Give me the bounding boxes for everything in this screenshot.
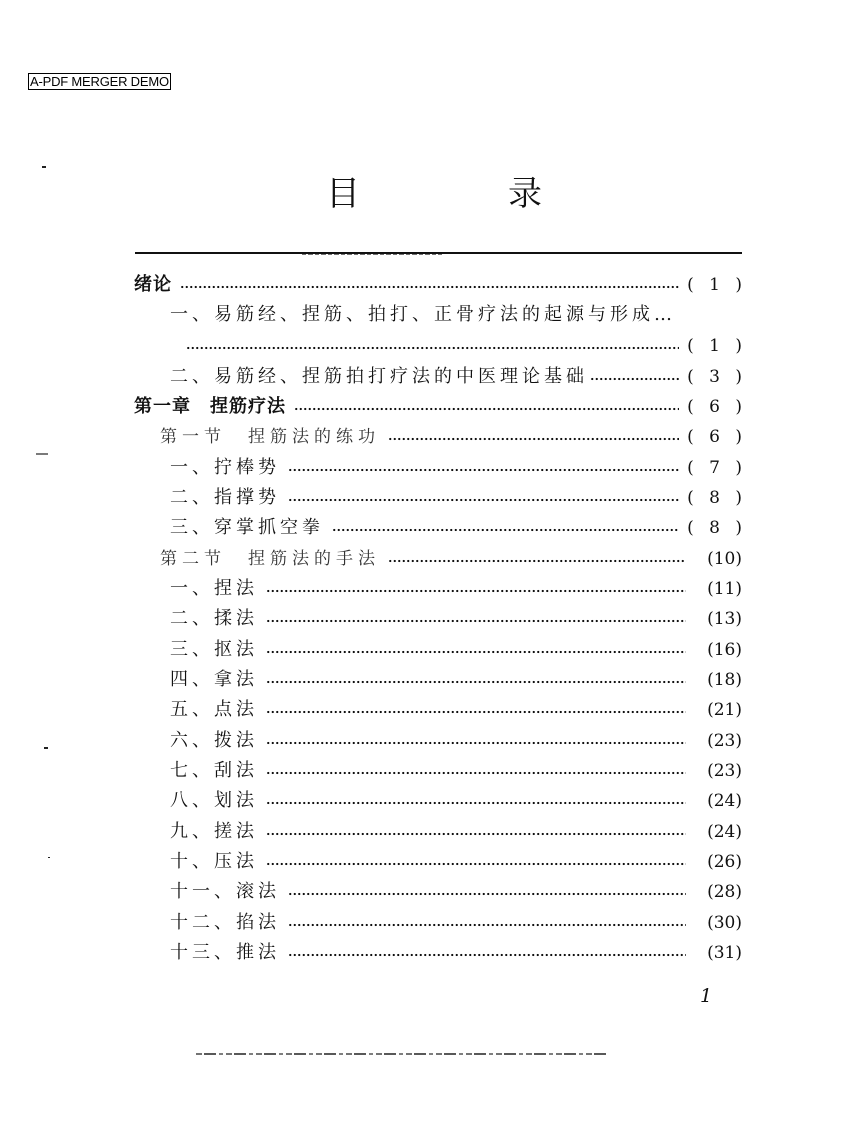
toc-entry-page: (31) — [707, 943, 742, 963]
dot-leader — [266, 847, 686, 877]
dot-leader — [590, 362, 679, 392]
toc-entry-page: (24) — [707, 791, 742, 811]
toc-entry-label: 七、刮法 — [170, 760, 258, 781]
toc-entry-page: (13) — [707, 609, 742, 629]
divider-scan-noise — [302, 254, 442, 255]
dot-leader — [266, 574, 686, 604]
toc-entry-page: ( 8 ) — [687, 488, 747, 508]
scan-speck — [44, 747, 48, 749]
toc-entry-item[interactable] — [170, 453, 747, 483]
toc-entry-item[interactable] — [170, 635, 742, 665]
dot-leader — [294, 392, 679, 422]
toc-entry-label: 四、拿法 — [170, 669, 258, 690]
toc-entry-label: 一、拧棒势 — [170, 457, 280, 478]
toc-entry-origins[interactable] — [170, 300, 676, 330]
dot-leader — [186, 331, 679, 361]
title-char-lu: 录 — [508, 174, 542, 214]
dot-leader — [288, 938, 686, 968]
toc-entry-item[interactable] — [170, 574, 742, 604]
toc-entry-page: ( 3 ) — [687, 367, 747, 387]
toc-entry-item[interactable] — [170, 665, 742, 695]
toc-entry-page: (26) — [707, 852, 742, 872]
toc-entry-item[interactable] — [170, 847, 742, 877]
toc-entry-label: 十、压法 — [170, 851, 258, 872]
dot-leader — [266, 817, 686, 847]
toc-entry-page: (24) — [707, 822, 742, 842]
dot-leader — [332, 513, 679, 543]
toc-entry-label: 九、搓法 — [170, 821, 258, 842]
dot-leader — [266, 665, 686, 695]
toc-entry-label: 三、抠法 — [170, 639, 258, 660]
dot-leader — [388, 544, 686, 574]
toc-entry-page: ( 8 ) — [687, 518, 747, 538]
dot-leader — [266, 695, 686, 725]
toc-entry-label: 绪论 — [134, 274, 172, 295]
dot-leader — [266, 604, 686, 634]
page-title — [0, 172, 866, 222]
toc-entry-label: 十二、掐法 — [170, 912, 280, 933]
toc-entry-page: (30) — [707, 913, 742, 933]
dot-leader — [288, 483, 679, 513]
dot-leader — [180, 270, 679, 300]
scan-speck — [36, 453, 48, 455]
toc-entry-page: ( 1 ) — [687, 275, 747, 295]
toc-entry-label: 二、指撑势 — [170, 487, 280, 508]
toc-entry-item[interactable] — [170, 483, 747, 513]
dot-leader — [288, 877, 686, 907]
dot-leader — [288, 908, 686, 938]
toc-entry-page: ( 1 ) — [687, 336, 747, 356]
toc-entry-page: (16) — [707, 640, 742, 660]
toc-entry-page: (11) — [707, 579, 742, 599]
toc-entry-item[interactable] — [170, 877, 742, 907]
dot-leader — [266, 726, 686, 756]
scan-speck — [42, 166, 46, 168]
bottom-scan-noise — [196, 1053, 606, 1055]
dot-leader — [266, 756, 686, 786]
toc-entry-page: (23) — [707, 731, 742, 751]
toc-entry-item[interactable] — [170, 938, 742, 968]
watermark-label: A-PDF MERGER DEMO — [30, 74, 169, 89]
toc-entry-item[interactable] — [170, 756, 742, 786]
toc-entry-label: 第一章 捏筋疗法 — [134, 396, 286, 417]
dot-leader — [266, 786, 686, 816]
toc-entry-label: 八、划法 — [170, 790, 258, 811]
toc-entry-label: 一、易筋经、捏筋、拍打、正骨疗法的起源与形成… — [170, 304, 676, 325]
toc-entry-section-1[interactable] — [160, 422, 747, 452]
toc-entry-label: 第二节 捏筋法的手法 — [160, 549, 380, 569]
scan-speck — [48, 857, 50, 858]
toc-entry-item[interactable] — [170, 786, 742, 816]
toc-entry-page: ( 6 ) — [687, 427, 747, 447]
toc-entry-section-2[interactable] — [160, 544, 742, 574]
toc-entry-label: 十一、滚法 — [170, 881, 280, 902]
page-number: 1 — [700, 985, 713, 1007]
toc-entry-label: 三、穿掌抓空拳 — [170, 517, 324, 538]
toc-entry-page: ( 7 ) — [687, 458, 747, 478]
dot-leader — [388, 422, 679, 452]
toc-entry-label: 一、捏法 — [170, 578, 258, 599]
toc-entry-page: (21) — [707, 700, 742, 720]
toc-entry-origins-continuation[interactable] — [186, 331, 747, 361]
toc-entry-page: (10) — [707, 549, 742, 569]
toc-entry-theory[interactable] — [170, 362, 747, 392]
toc-entry-label: 二、揉法 — [170, 608, 258, 629]
toc-entry-item[interactable] — [170, 817, 742, 847]
toc-entry-item[interactable] — [170, 513, 747, 543]
toc-entry-item[interactable] — [170, 695, 742, 725]
toc-entry-page: ( 6 ) — [687, 397, 747, 417]
toc-entry-page: (18) — [707, 670, 742, 690]
title-char-mu: 目 — [326, 174, 360, 214]
toc-entry-introduction[interactable] — [134, 270, 747, 300]
toc-entry-page: (23) — [707, 761, 742, 781]
toc-entry-label: 第一节 捏筋法的练功 — [160, 427, 380, 447]
toc-entry-chapter-1[interactable] — [134, 392, 747, 422]
toc-entry-item[interactable] — [170, 604, 742, 634]
toc-entry-label: 二、易筋经、捏筋拍打疗法的中医理论基础 — [170, 366, 588, 387]
toc-entry-item[interactable] — [170, 908, 742, 938]
toc-entry-page: (28) — [707, 882, 742, 902]
toc-entry-label: 六、拨法 — [170, 730, 258, 751]
dot-leader — [288, 453, 679, 483]
toc-entry-item[interactable] — [170, 726, 742, 756]
toc-entry-label: 五、点法 — [170, 699, 258, 720]
toc-entry-label: 十三、推法 — [170, 942, 280, 963]
dot-leader — [266, 635, 686, 665]
